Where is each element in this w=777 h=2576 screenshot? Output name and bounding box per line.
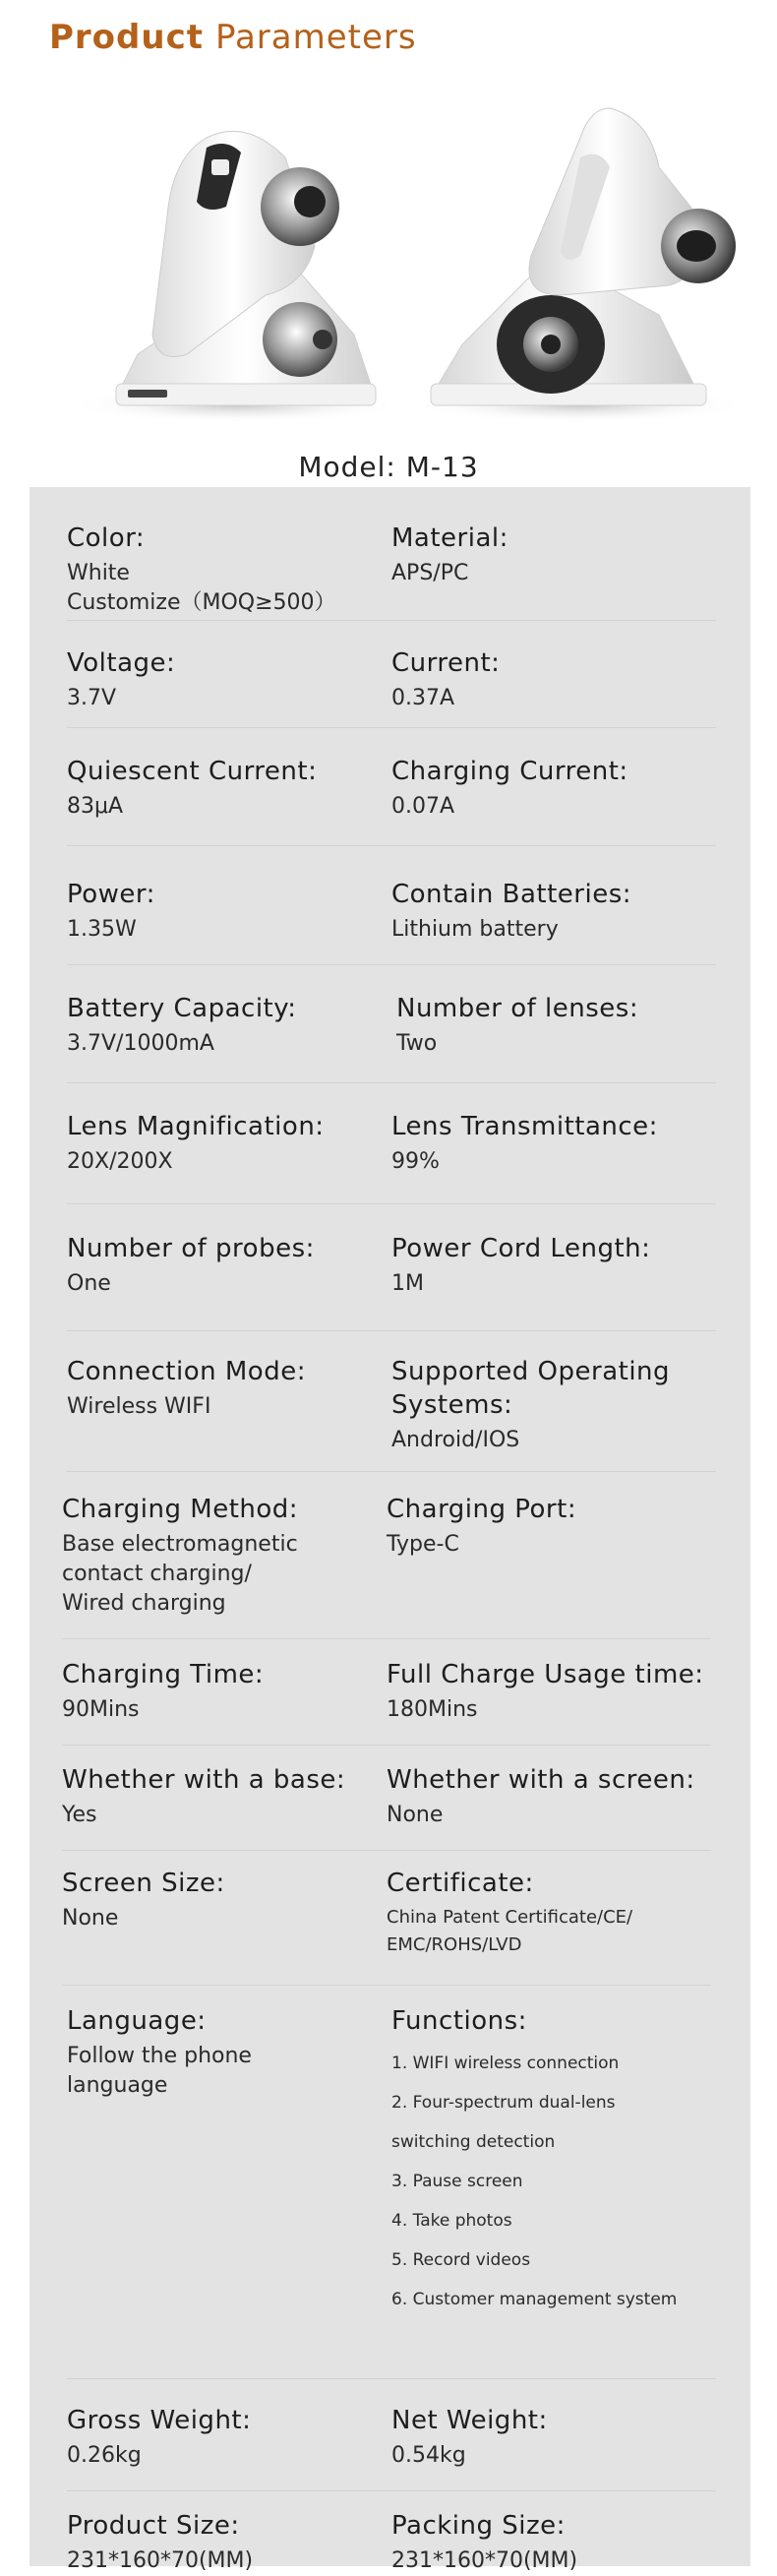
spec-value: Follow the phone — [67, 2044, 252, 2068]
spec-label: Functions: — [391, 2006, 527, 2036]
spec-functions — [391, 2004, 716, 2319]
spec-voltage — [67, 646, 382, 713]
spec-label: Color: — [67, 523, 146, 553]
spec-label: Power: — [67, 880, 155, 909]
spec-label: Number of probes: — [67, 1234, 315, 1263]
spec-value: 99% — [391, 1149, 440, 1174]
spec-value: 0.26kg — [67, 2443, 142, 2468]
device-side-view-image — [403, 98, 757, 433]
spec-value: 0.54kg — [391, 2443, 466, 2468]
spec-certificate — [387, 1867, 711, 1959]
spec-label: Battery Capacity: — [67, 994, 297, 1023]
spec-label: Quiescent Current: — [67, 757, 318, 786]
spec-value: Base electromagnetic — [62, 1532, 298, 1557]
spec-label: Product Size: — [67, 2511, 240, 2541]
spec-label: Power Cord Length: — [391, 1234, 651, 1263]
spec-number-of-lenses — [396, 992, 721, 1059]
spec-lens-transmittance — [391, 1110, 716, 1177]
spec-label: Connection Mode: — [67, 1357, 306, 1386]
spec-row-connection-os — [67, 1355, 716, 1472]
spec-value: 83μA — [67, 794, 124, 819]
spec-with-screen — [387, 1763, 711, 1830]
spec-gross-weight — [67, 2404, 382, 2471]
spec-row-base-screen — [62, 1763, 711, 1851]
spec-label: Net Weight: — [391, 2406, 548, 2435]
spec-charging-port — [387, 1493, 711, 1560]
spec-value: Lithium battery — [391, 917, 559, 942]
spec-row-charging-time-usage — [62, 1658, 711, 1746]
spec-label: Gross Weight: — [67, 2406, 252, 2435]
list-item: 6. Customer management system — [391, 2290, 678, 2309]
list-item: 3. Pause screen — [391, 2172, 523, 2191]
spec-value: 90Mins — [62, 1697, 140, 1722]
spec-value: APS/PC — [391, 561, 469, 585]
spec-label: Language: — [67, 2006, 207, 2036]
spec-value: Customize（MOQ≥500） — [67, 590, 336, 615]
spec-value: language — [67, 2073, 168, 2098]
spec-panel — [30, 487, 750, 2573]
spec-color — [67, 521, 382, 618]
spec-value: Android/IOS — [391, 1428, 520, 1452]
spec-label: Lens Transmittance: — [391, 1112, 658, 1141]
spec-value: contact charging/ — [62, 1562, 252, 1586]
spec-row-lens-magnification-transmittance — [67, 1110, 716, 1204]
spec-label: Material: — [391, 523, 508, 553]
spec-value: 231*160*70(MM) — [391, 2548, 578, 2573]
spec-lens-magnification — [67, 1110, 382, 1177]
spec-value: 180Mins — [387, 1697, 478, 1722]
spec-label: Charging Current: — [391, 757, 628, 786]
spec-label: Charging Port: — [387, 1495, 577, 1524]
spec-charging-time — [62, 1658, 377, 1725]
spec-battery-capacity — [67, 992, 382, 1059]
list-item: 4. Take photos — [391, 2211, 512, 2231]
spec-row-battery-lenses — [67, 992, 716, 1083]
spec-value: 20X/200X — [67, 1149, 173, 1174]
spec-quiescent-current — [67, 755, 382, 822]
spec-charging-method — [62, 1493, 377, 1619]
spec-value: Yes — [62, 1803, 97, 1827]
spec-row-screen-size-certificate — [62, 1867, 711, 1986]
spec-label: Number of lenses: — [396, 994, 639, 1023]
spec-label: Packing Size: — [391, 2511, 566, 2541]
device-front-view-image — [59, 98, 413, 433]
spec-value: 1.35W — [67, 917, 137, 942]
spec-power — [67, 878, 382, 945]
spec-row-power-batteries — [67, 878, 716, 965]
spec-row-sizes — [67, 2509, 716, 2573]
spec-contain-batteries — [391, 878, 716, 945]
spec-value: 0.37A — [391, 686, 455, 710]
title-rest: Parameters — [215, 18, 417, 57]
list-item: switching detection — [391, 2132, 556, 2152]
spec-value: None — [387, 1803, 444, 1827]
spec-value: 231*160*70(MM) — [67, 2548, 254, 2573]
page-title — [49, 18, 417, 57]
spec-power-cord-length — [391, 1232, 716, 1299]
spec-label: Supported Operating — [391, 1357, 671, 1386]
spec-value: None — [62, 1906, 119, 1931]
spec-value: 3.7V — [67, 686, 117, 710]
spec-number-of-probes — [67, 1232, 382, 1299]
spec-label: Charging Method: — [62, 1495, 299, 1524]
spec-row-quiescent-charging-current — [67, 755, 716, 846]
spec-supported-os — [391, 1355, 716, 1455]
list-item: 2. Four-spectrum dual-lens — [391, 2093, 616, 2113]
spec-net-weight — [391, 2404, 716, 2471]
spec-row-color-material — [67, 521, 716, 621]
spec-row-voltage-current — [67, 646, 716, 728]
spec-label: Current: — [391, 648, 501, 678]
spec-label: Whether with a screen: — [387, 1765, 695, 1795]
spec-row-probes-cord — [67, 1232, 716, 1331]
spec-label: Lens Magnification: — [67, 1112, 325, 1141]
spec-value: China Patent Certificate/CE/ — [387, 1907, 633, 1928]
spec-charging-current — [391, 755, 716, 822]
spec-value: 0.07A — [391, 794, 455, 819]
spec-row-weights — [67, 2404, 716, 2491]
spec-label: Charging Time: — [62, 1660, 265, 1689]
spec-label: Screen Size: — [62, 1869, 225, 1898]
spec-value: Type-C — [387, 1532, 459, 1557]
spec-value: Wired charging — [62, 1591, 226, 1616]
spec-label: Certificate: — [387, 1869, 534, 1898]
spec-label: Systems: — [391, 1390, 513, 1420]
spec-language — [67, 2004, 382, 2101]
spec-label: Voltage: — [67, 648, 176, 678]
functions-list — [391, 2044, 716, 2319]
spec-row-charging-method-port — [62, 1493, 711, 1639]
model-label: Model: M-13 — [298, 451, 479, 483]
spec-row-language-functions — [67, 2004, 716, 2379]
spec-value: Wireless WIFI — [67, 1394, 211, 1419]
spec-value: One — [67, 1271, 111, 1296]
spec-screen-size — [62, 1867, 377, 1933]
spec-label: Full Charge Usage time: — [387, 1660, 704, 1689]
list-item: 5. Record videos — [391, 2250, 531, 2270]
spec-connection-mode — [67, 1355, 382, 1422]
title-bold: Product — [49, 18, 204, 57]
spec-value: Two — [396, 1031, 438, 1056]
spec-value: 3.7V/1000mA — [67, 1031, 214, 1056]
spec-full-charge-usage — [387, 1658, 711, 1725]
list-item: 1. WIFI wireless connection — [391, 2054, 620, 2073]
spec-value: 1M — [391, 1271, 424, 1296]
spec-value: EMC/ROHS/LVD — [387, 1934, 522, 1955]
spec-current — [391, 646, 716, 713]
spec-label: Whether with a base: — [62, 1765, 346, 1795]
spec-label: Contain Batteries: — [391, 880, 632, 909]
spec-with-base — [62, 1763, 377, 1830]
spec-value: White — [67, 561, 130, 585]
spec-material — [391, 521, 716, 588]
